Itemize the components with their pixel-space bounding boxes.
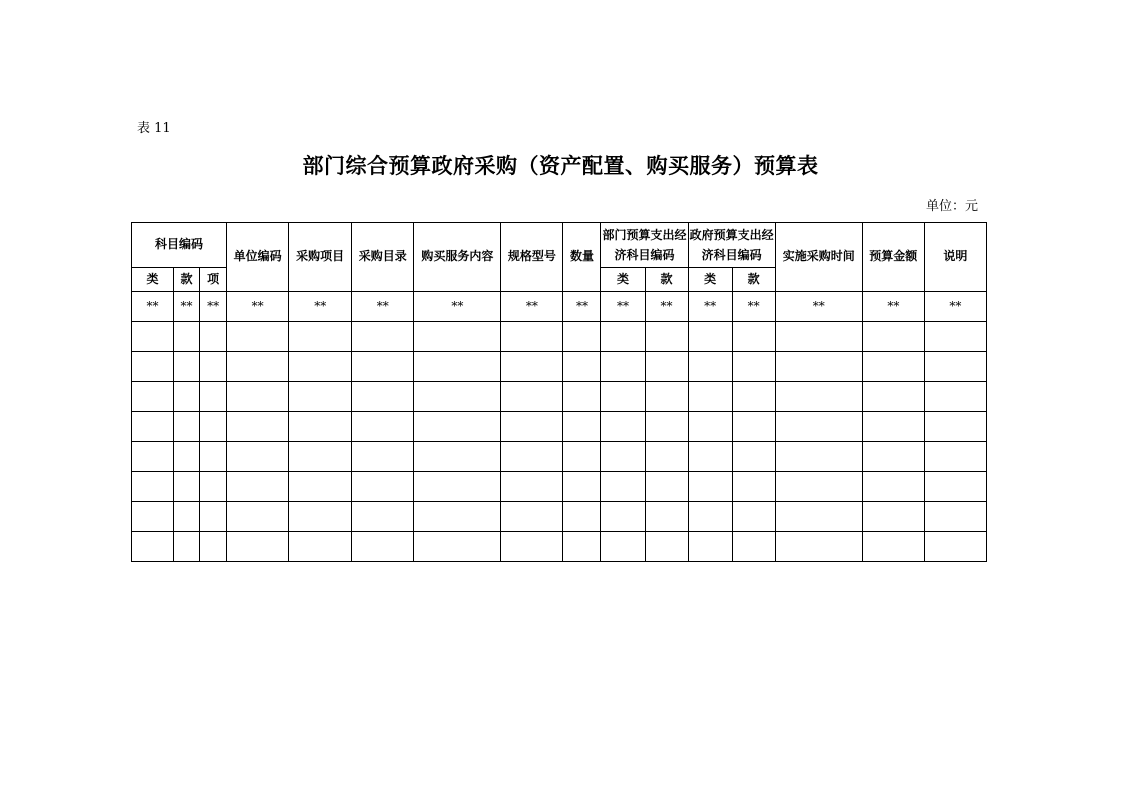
header-subject-code: 科目编码 [132,223,227,268]
empty-cell [601,412,645,442]
empty-cell [227,382,289,412]
budget-table [131,222,987,562]
empty-cell [563,382,601,412]
empty-cell [563,472,601,502]
empty-cell [414,532,501,562]
header-budget-amount: 预算金额 [862,223,924,292]
empty-cell [732,442,775,472]
header-row-1 [132,223,987,268]
empty-cell [732,472,775,502]
empty-cell [862,502,924,532]
empty-cell [645,532,688,562]
cell: ** [601,292,645,322]
table-row [132,502,987,532]
empty-cell [924,382,986,412]
empty-cell [501,412,563,442]
empty-cell [352,532,414,562]
empty-cell [289,502,352,532]
empty-cell [732,322,775,352]
empty-cell [688,322,732,352]
empty-cell [174,322,200,352]
table-row [132,352,987,382]
empty-cell [132,442,174,472]
empty-cell [200,322,227,352]
header-remark: 说明 [924,223,986,292]
empty-cell [732,352,775,382]
table-row [132,442,987,472]
empty-cell [924,442,986,472]
empty-cell [924,322,986,352]
empty-cell [227,412,289,442]
empty-cell [227,472,289,502]
empty-cell [924,352,986,382]
empty-cell [688,442,732,472]
header-gov-lei: 类 [688,268,732,292]
table-row [132,412,987,442]
header-impl-time: 实施采购时间 [775,223,862,292]
empty-cell [924,532,986,562]
cell: ** [563,292,601,322]
unit-label: 单位：元 [925,199,978,214]
cell: ** [352,292,414,322]
empty-cell [645,352,688,382]
empty-cell [132,412,174,442]
empty-cell [289,412,352,442]
empty-cell [414,322,501,352]
header-dept-kuan: 款 [645,268,688,292]
empty-cell [227,352,289,382]
empty-cell [862,412,924,442]
header-xiang: 项 [200,268,227,292]
empty-cell [132,532,174,562]
empty-cell [775,382,862,412]
empty-cell [501,532,563,562]
empty-cell [352,442,414,472]
empty-cell [601,532,645,562]
empty-cell [174,472,200,502]
empty-cell [563,412,601,442]
header-spec-model: 规格型号 [501,223,563,292]
header-gov-econ-code: 政府预算支出经济科目编码 [688,223,775,268]
empty-cell [200,442,227,472]
header-lei: 类 [132,268,174,292]
table-number: 表 11 [137,121,171,136]
empty-cell [862,322,924,352]
empty-cell [352,472,414,502]
empty-cell [688,472,732,502]
empty-cell [174,352,200,382]
empty-cell [563,322,601,352]
empty-cell [775,412,862,442]
table-row [132,532,987,562]
empty-cell [645,382,688,412]
header-gov-kuan: 款 [732,268,775,292]
empty-cell [645,322,688,352]
empty-cell [132,502,174,532]
empty-cell [645,502,688,532]
empty-cell [227,442,289,472]
empty-cell [601,382,645,412]
header-dept-lei: 类 [601,268,645,292]
empty-cell [862,442,924,472]
document-title: 部门综合预算政府采购（资产配置、购买服务）预算表 [302,153,819,178]
header-kuan: 款 [174,268,200,292]
empty-cell [200,472,227,502]
empty-cell [289,352,352,382]
header-dept-econ-code: 部门预算支出经济科目编码 [601,223,688,268]
empty-cell [924,472,986,502]
empty-cell [289,382,352,412]
empty-cell [924,502,986,532]
empty-cell [732,532,775,562]
empty-cell [645,442,688,472]
empty-cell [563,502,601,532]
empty-cell [289,322,352,352]
empty-cell [563,532,601,562]
empty-cell [414,352,501,382]
header-unit-code: 单位编码 [227,223,289,292]
empty-cell [645,472,688,502]
empty-cell [775,472,862,502]
empty-cell [200,352,227,382]
empty-cell [414,382,501,412]
empty-cell [501,442,563,472]
cell: ** [924,292,986,322]
header-purchase-catalog: 采购目录 [352,223,414,292]
empty-cell [227,502,289,532]
empty-rows [132,322,987,562]
empty-cell [862,532,924,562]
empty-cell [352,382,414,412]
empty-cell [289,442,352,472]
empty-cell [200,532,227,562]
empty-cell [174,442,200,472]
header-service-content: 购买服务内容 [414,223,501,292]
empty-cell [501,322,563,352]
empty-cell [601,322,645,352]
empty-cell [501,502,563,532]
empty-cell [688,352,732,382]
empty-cell [924,412,986,442]
empty-cell [174,532,200,562]
empty-cell [352,352,414,382]
empty-cell [688,502,732,532]
empty-cell [775,442,862,472]
empty-cell [352,412,414,442]
empty-cell [174,502,200,532]
table-row [132,382,987,412]
empty-cell [775,352,862,382]
empty-cell [601,502,645,532]
empty-cell [414,442,501,472]
empty-cell [352,322,414,352]
empty-cell [688,382,732,412]
empty-cell [227,322,289,352]
placeholder-row [132,292,987,322]
empty-cell [862,472,924,502]
header-quantity: 数量 [563,223,601,292]
empty-cell [688,412,732,442]
empty-cell [732,502,775,532]
empty-cell [645,412,688,442]
empty-cell [132,382,174,412]
cell: ** [862,292,924,322]
empty-cell [414,472,501,502]
cell: ** [132,292,174,322]
empty-cell [289,472,352,502]
empty-cell [200,382,227,412]
empty-cell [775,322,862,352]
empty-cell [352,502,414,532]
empty-cell [732,412,775,442]
empty-cell [862,352,924,382]
empty-cell [601,442,645,472]
empty-cell [289,532,352,562]
cell: ** [732,292,775,322]
empty-cell [227,532,289,562]
cell: ** [645,292,688,322]
empty-cell [174,382,200,412]
empty-cell [174,412,200,442]
empty-cell [132,472,174,502]
empty-cell [732,382,775,412]
cell: ** [227,292,289,322]
empty-cell [501,352,563,382]
empty-cell [200,412,227,442]
cell: ** [501,292,563,322]
empty-cell [862,382,924,412]
cell: ** [289,292,352,322]
empty-cell [775,502,862,532]
empty-cell [414,502,501,532]
empty-cell [501,382,563,412]
cell: ** [414,292,501,322]
empty-cell [563,352,601,382]
empty-cell [200,502,227,532]
empty-cell [563,442,601,472]
header-purchase-item: 采购项目 [289,223,352,292]
table-row [132,322,987,352]
cell: ** [200,292,227,322]
cell: ** [174,292,200,322]
empty-cell [132,352,174,382]
table-row [132,472,987,502]
empty-cell [601,472,645,502]
empty-cell [414,412,501,442]
empty-cell [775,532,862,562]
empty-cell [132,322,174,352]
cell: ** [688,292,732,322]
empty-cell [501,472,563,502]
empty-cell [688,532,732,562]
empty-cell [601,352,645,382]
cell: ** [775,292,862,322]
